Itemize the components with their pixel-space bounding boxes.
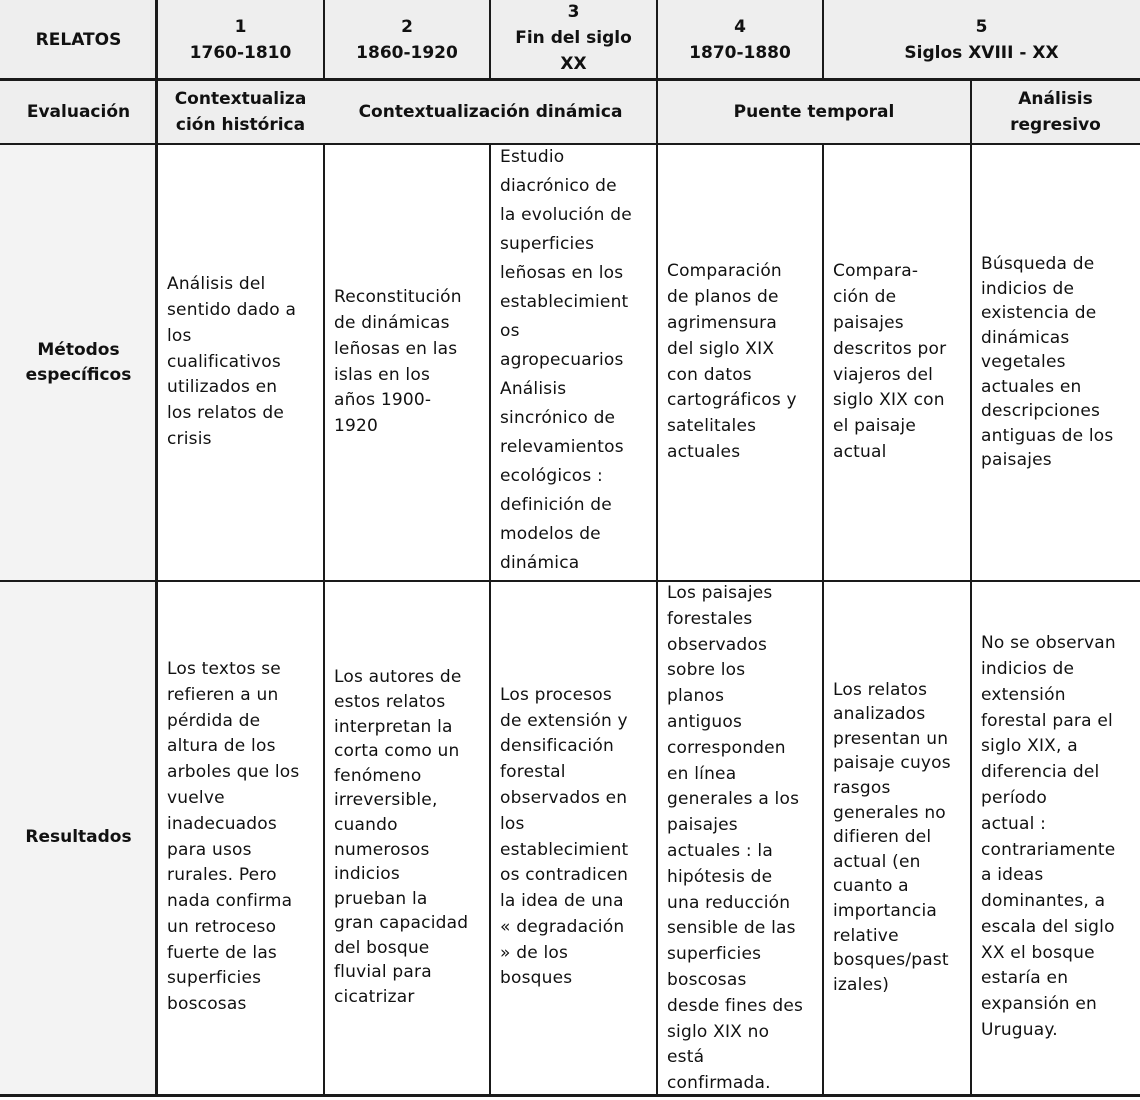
period-header-5 xyxy=(823,0,1140,80)
evaluation-type-label: Puente temporal xyxy=(733,102,895,122)
period-label: Fin del siglo XX xyxy=(515,28,632,74)
period-number: 3 xyxy=(567,2,580,22)
period-header-3 xyxy=(490,0,657,80)
methods-text: Análisis del sentido dado a los cualificativos utilizados en los relatos de crisis xyxy=(167,274,297,449)
period-label: 1760-1810 xyxy=(189,43,292,63)
evaluation-type-2 xyxy=(324,80,657,144)
methods-text: Compara- ción de paisajes descritos por viajeros del siglo XIX con el paisaje actual xyxy=(833,261,947,462)
results-text: No se observan indicios de extensión forestal para el siglo XIX, a diferencia del período actual : contrariamente a ideas dominantes, a escala del siglo XX el bosque estaría en expansión en Uruguay. xyxy=(981,633,1116,1041)
relatos-label: RELATOS xyxy=(35,30,122,50)
results-cell-4 xyxy=(657,581,823,1094)
methods-row-header xyxy=(0,144,157,581)
evaluation-type-label: Contextualiza ción histórica xyxy=(174,89,307,135)
methods-label: Métodos específicos xyxy=(25,339,132,385)
period-label: 1860-1920 xyxy=(356,43,458,63)
methods-text: Comparación de planos de agrimensura del siglo XIX con datos cartográficos y satelitales actuales xyxy=(667,261,797,462)
period-label: Siglos XVIII - XX xyxy=(904,43,1059,63)
period-number: 4 xyxy=(734,17,746,37)
methods-cell-6 xyxy=(971,144,1140,581)
results-text: Los relatos analizados presentan un paisaje cuyos rasgos generales no difieren del actual (en cuanto a importancia relative bosques/past izales) xyxy=(833,679,951,995)
grid-line xyxy=(656,0,658,1096)
grid-line xyxy=(155,0,158,1096)
period-header-2 xyxy=(324,0,490,80)
evaluation-label: Evaluación xyxy=(26,102,131,122)
period-header-4 xyxy=(657,0,823,80)
methods-cell-1 xyxy=(157,144,324,581)
methods-cell-5 xyxy=(823,144,971,581)
results-text: Los textos se refieren a un pérdida de altura de los arboles que los vuelve inadecuados para usos rurales. Pero nada confirma un retroceso fuerte de las superficies boscosas xyxy=(167,658,300,1015)
evaluation-type-4 xyxy=(971,80,1140,144)
evaluation-type-label: Contextualización dinámica xyxy=(358,102,623,122)
period-number: 1 xyxy=(234,17,247,37)
results-text: Los autores de estos relatos interpretan la corta como un fenómeno irreversible, cuando numerosos indicios prueban la gran capacidad del bosque fluvial para cicatrizar xyxy=(334,667,469,1008)
results-cell-3 xyxy=(490,581,657,1094)
methods-cell-4 xyxy=(657,144,823,581)
grid-line xyxy=(822,144,824,1096)
results-label: Resultados xyxy=(25,827,132,847)
evaluation-type-3 xyxy=(657,80,971,144)
period-label: 1870-1880 xyxy=(689,43,791,63)
methods-text: Reconstitución de dinámicas leñosas en las islas en los años 1900- 1920 xyxy=(334,287,462,437)
grid-line xyxy=(0,78,1140,81)
period-number: 5 xyxy=(975,17,988,37)
grid-line xyxy=(489,144,491,1096)
methods-cell-2 xyxy=(324,144,490,581)
results-row-header xyxy=(0,581,157,1094)
methods-cell-3 xyxy=(490,144,657,581)
results-cell-6 xyxy=(971,581,1140,1094)
grid-line xyxy=(323,0,325,80)
results-text: Los paisajes forestales observados sobre los planos antiguos corresponden en línea generales a los paisajes actuales : la hipótesis de una reducción sensible de las superficies boscosas desde fines des siglo XIX no está confirmada. xyxy=(667,583,804,1094)
grid-line xyxy=(0,143,1140,145)
evaluation-type-1 xyxy=(157,80,324,144)
results-cell-5 xyxy=(823,581,971,1094)
methods-text: Búsqueda de indicios de existencia de dinámicas vegetales actuales en descripciones antiguas de los paisajes xyxy=(981,254,1114,471)
period-number: 2 xyxy=(401,17,413,37)
grid-line xyxy=(970,80,972,1096)
results-cell-1 xyxy=(157,581,324,1094)
relatos-header xyxy=(0,0,157,80)
grid-line xyxy=(323,144,325,1096)
results-text: Los procesos de extensión y densificación forestal observados en los establecimient os contradicen la idea de una « degradación » de los bosques xyxy=(500,684,629,989)
period-header-1 xyxy=(157,0,324,80)
grid-line xyxy=(0,1094,1140,1097)
methods-text: Estudio diacrónico de la evolución de superficies leñosas en los establecimient os agropecuarios Análisis sincrónico de relevamientos ecológicos : definición de modelos de dinámica xyxy=(500,147,632,573)
grid-line xyxy=(489,0,491,80)
grid-line xyxy=(0,580,1140,582)
evaluation-type-label: Análisis regresivo xyxy=(1010,89,1101,135)
evaluation-header xyxy=(0,80,157,144)
results-cell-2 xyxy=(324,581,490,1094)
grid-line xyxy=(822,0,824,80)
